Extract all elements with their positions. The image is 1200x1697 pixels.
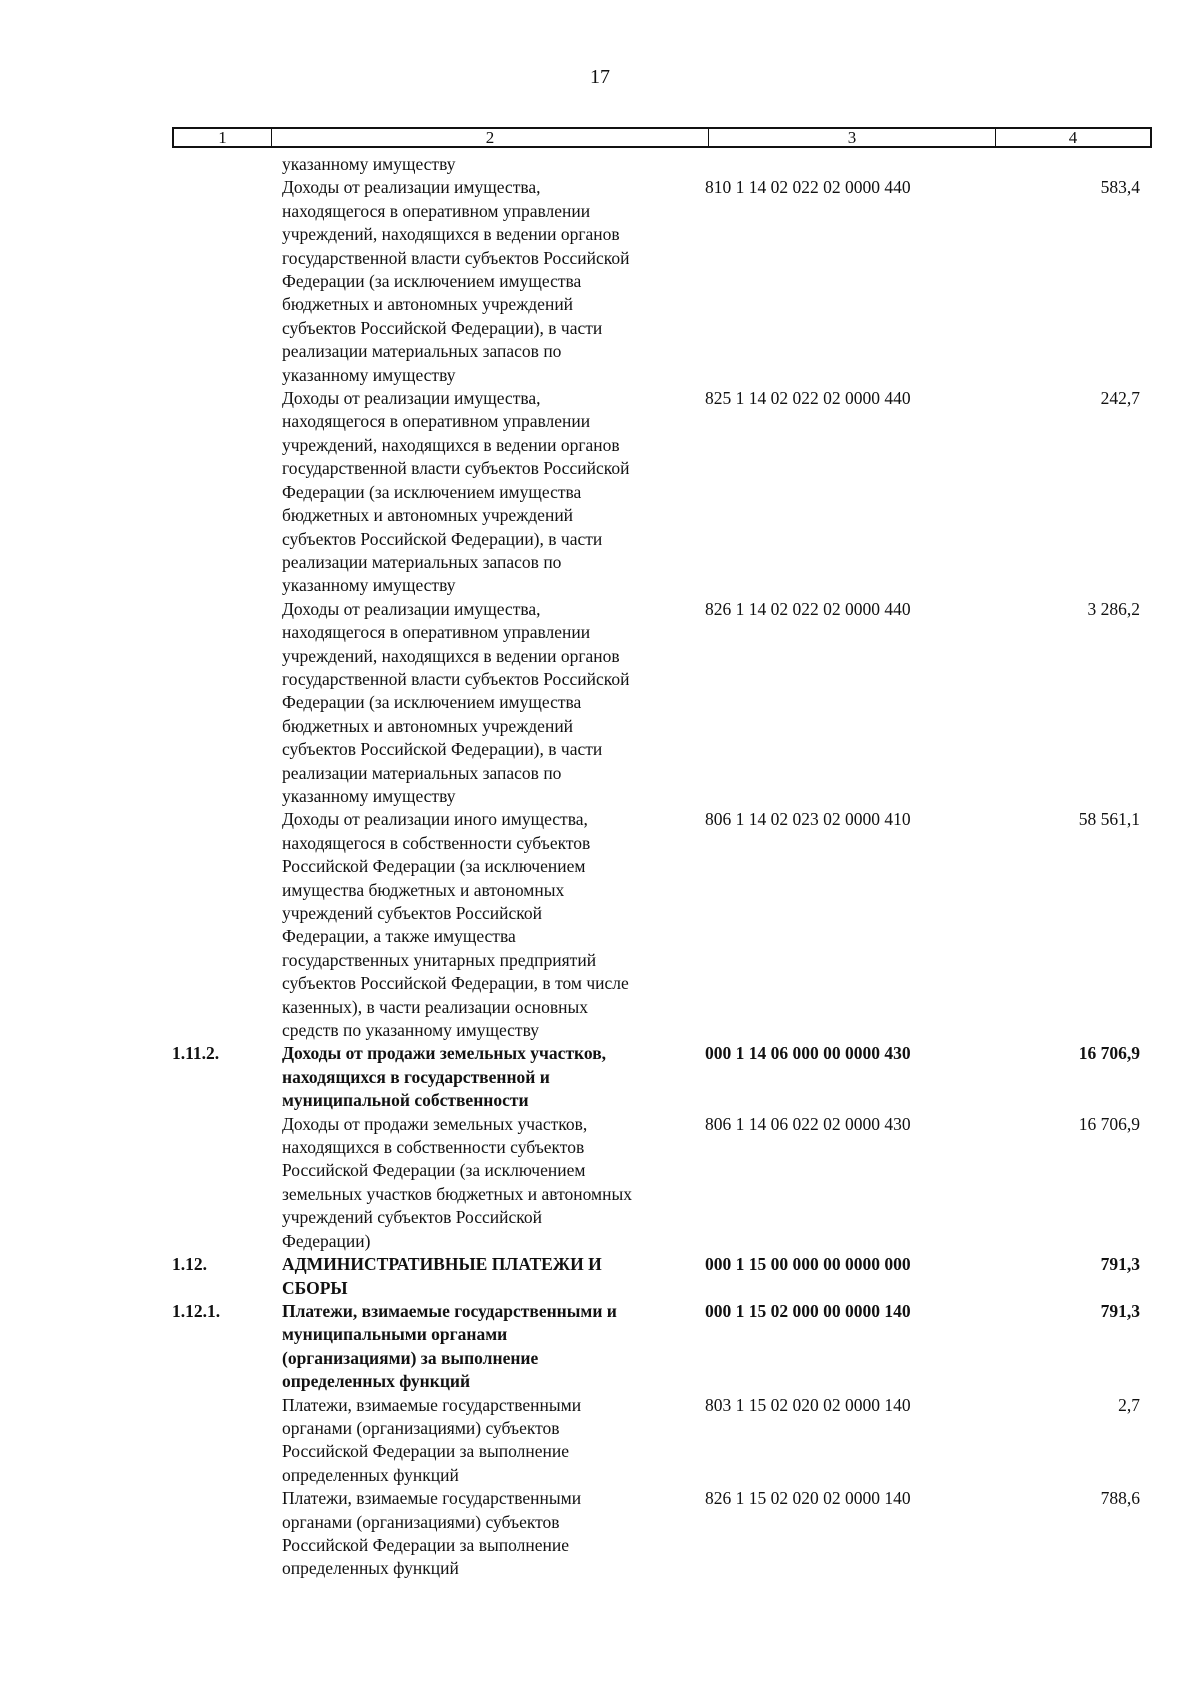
table-row [172,153,1152,176]
row-amount: 583,4 [1100,177,1140,198]
row-name: Доходы от реализации имущества, находящегося в оперативном управлении учреждений, находящихся в ведении органов государственной власти субъектов Российской Федерации (за исключением имущества бюджетных и автономных учреждений субъектов Российской Федерации), в части реализации материальных запасов по указанному имуществу [282,177,630,385]
row-code: 825 1 14 02 022 02 0000 440 [705,388,911,409]
row-amount: 3 286,2 [1087,598,1140,619]
table-row [172,1113,1152,1253]
row-number: 1.11.2. [172,1043,220,1064]
row-amount: 242,7 [1100,388,1140,409]
row-name: Платежи, взимаемые государственными и муниципальными органами (организациями) за выполнение определенных функций [282,1300,617,1392]
table-header [172,127,1152,148]
row-number: 1.12. [172,1254,207,1275]
table-row [172,1042,1152,1112]
table-row [172,1394,1152,1488]
row-code: 810 1 14 02 022 02 0000 440 [705,177,911,198]
row-amount: 16 706,9 [1078,1113,1140,1134]
row-code: 806 1 14 02 023 02 0000 410 [705,809,911,830]
row-name: Платежи, взимаемые государственными органами (организациями) субъектов Российской Федерации за выполнение определенных функций [282,1394,582,1485]
table-row [172,808,1152,1042]
row-code: 000 1 15 02 000 00 0000 140 [705,1300,911,1321]
row-name: Платежи, взимаемые государственными органами (организациями) субъектов Российской Федерации за выполнение определенных функций [282,1488,582,1579]
table-row [172,1487,1152,1581]
row-name: Доходы от реализации имущества, находящегося в оперативном управлении учреждений, находящихся в ведении органов государственной власти субъектов Российской Федерации (за исключением имущества бюджетных и автономных учреждений субъектов Российской Федерации), в части реализации материальных запасов по указанному имуществу [282,598,630,806]
row-name: указанному имуществу [282,154,456,174]
row-amount: 791,3 [1100,1254,1140,1275]
row-amount: 16 706,9 [1078,1043,1140,1064]
row-code: 826 1 15 02 020 02 0000 140 [705,1488,911,1509]
row-number: 1.12.1. [172,1300,221,1321]
row-amount: 791,3 [1100,1300,1140,1321]
row-code: 000 1 15 00 000 00 0000 000 [705,1254,911,1275]
table-body [172,153,1152,1581]
page-number: 17 [590,66,610,88]
table-row [172,1253,1152,1300]
row-name: Доходы от продажи земельных участков, находящихся в собственности субъектов Российской Федерации (за исключением земельных участков бюджетных и автономных учреждений субъектов Российской Федерации) [282,1113,632,1251]
table-row [172,387,1152,598]
row-name: Доходы от реализации иного имущества, находящегося в собственности субъектов Российской Федерации (за исключением имущества бюджетных и автономных учреждений субъектов Российской Федерации, а также имущества государственных унитарных предприятий субъектов Российской Федерации, в том числе казенных), в части реализации основных средств по указанному имуществу [282,809,629,1041]
table-row [172,1300,1152,1394]
row-name: Доходы от продажи земельных участков, находящихся в государственной и муниципальной собственности [282,1043,607,1111]
row-code: 826 1 14 02 022 02 0000 440 [705,598,911,619]
row-amount: 788,6 [1100,1488,1140,1509]
table-row [172,176,1152,387]
table-row [172,598,1152,809]
header-col-1: 1 [174,129,272,146]
row-code: 803 1 15 02 020 02 0000 140 [705,1394,911,1415]
row-name: АДМИНИСТРАТИВНЫЕ ПЛАТЕЖИ И СБОРЫ [282,1254,602,1298]
row-amount: 2,7 [1118,1394,1140,1415]
header-col-3: 3 [709,129,996,146]
row-amount: 58 561,1 [1078,809,1140,830]
header-col-2: 2 [272,129,709,146]
row-name: Доходы от реализации имущества, находящегося в оперативном управлении учреждений, находящихся в ведении органов государственной власти субъектов Российской Федерации (за исключением имущества бюджетных и автономных учреждений субъектов Российской Федерации), в части реализации материальных запасов по указанному имуществу [282,388,630,596]
header-col-4: 4 [1068,128,1078,147]
row-code: 000 1 14 06 000 00 0000 430 [705,1043,911,1064]
row-code: 806 1 14 06 022 02 0000 430 [705,1113,911,1134]
